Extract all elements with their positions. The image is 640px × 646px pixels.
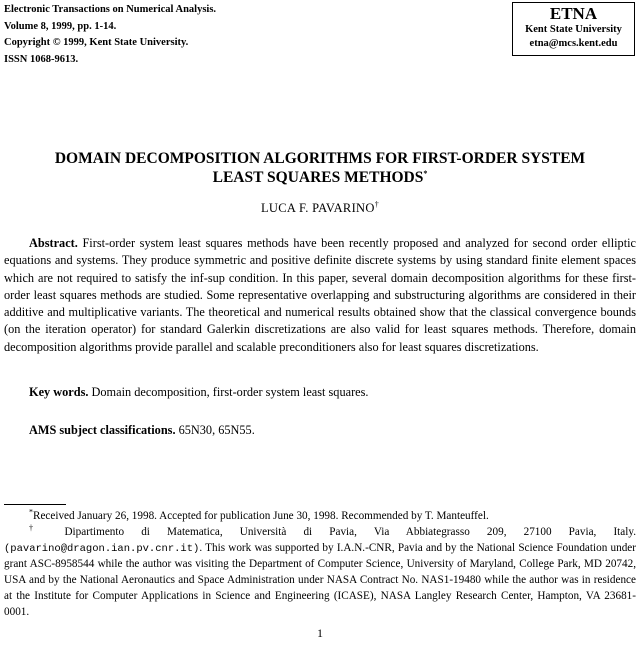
author-name: LUCA F. PAVARINO — [261, 201, 375, 215]
etna-university: Kent State University — [525, 24, 622, 35]
abstract-label: Abstract. — [29, 236, 78, 250]
journal-name: Electronic Transactions on Numerical Analysis. — [4, 4, 217, 15]
paper-title-line1: DOMAIN DECOMPOSITION ALGORITHMS FOR FIRST-ORDER SYSTEM — [54, 150, 586, 167]
journal-copyright: Copyright © 1999, Kent State University. — [4, 37, 189, 48]
abstract-text: First-order system least squares methods have been recently proposed and analyzed for second order elliptic equations and systems. They produce symmetric and positive definite discrete systems by using standard finite element spaces which are not required to satisfy the inf-sup condition. In this paper, several domain decomposition algorithms for these first-order least squares methods are studied. Some representative overlapping and substructuring algorithms are considered in their additive and multiplicative variants. The theoretical and numerical results obtained show that the classical convergence bounds (on the iteration operator) for standard Galerkin discretizations are also valid for least squares methods. Therefore, domain decomposition algorithms provide parallel and scalable preconditioners also for least squares discretizations. — [4, 236, 636, 354]
journal-header — [4, 2, 216, 68]
ams-classifications — [29, 423, 255, 438]
abstract — [4, 235, 636, 356]
footnote-received — [4, 509, 636, 525]
author — [0, 201, 640, 216]
footnote2-mark: † — [29, 523, 48, 533]
journal-volume: Volume 8, 1999, pp. 1-14. — [4, 20, 117, 32]
footnote2-text-b: . This work was supported by I.A.N.-CNR, Pavia and by the National Science Foundation under grant ASC-8958544 while the author was visiting the Department of Computer Science, University of Maryland, College Park, MD 20742, USA and by the National Aeronautics and Space Administration under NASA Contract No. NAS1-19480 while the author was in residence at the Institute for Computer Applications in Science and Engineering (ICASE), NASA Langley Research Center, Hampton, VA 23681-0001. — [4, 541, 636, 618]
author-email-link[interactable]: (pavarino@dragon.ian.pv.cnr.it) — [4, 542, 200, 555]
paper-title-line2: LEAST SQUARES METHODS — [212, 169, 424, 186]
etna-email: etna@mcs.kent.edu — [529, 38, 618, 49]
paper-title — [0, 149, 640, 187]
keywords-text: Domain decomposition, first-order system least squares. — [91, 385, 369, 399]
page-number: 1 — [317, 626, 323, 640]
etna-title: ETNA — [549, 4, 598, 23]
footnote-rule — [4, 504, 66, 505]
title-footnote-mark: * — [423, 168, 428, 178]
etna-box — [512, 2, 635, 56]
ams-label: AMS subject classifications. — [29, 423, 176, 437]
footnote-affiliation — [4, 525, 636, 621]
journal-issn: ISSN 1068-9613. — [4, 53, 79, 65]
keywords — [29, 385, 368, 400]
footnote2-text-a: Dipartimento di Matematica, Università di Pavia, Via Abbiategrasso 209, 27100 Pavia, Italy. — [64, 525, 637, 538]
footnote1-mark: * — [29, 507, 33, 517]
ams-text: 65N30, 65N55. — [178, 423, 255, 437]
author-footnote-mark: † — [374, 199, 379, 209]
footnote1-text: Received January 26, 1998. Accepted for publication June 30, 1998. Recommended by T. Manteuffel. — [33, 510, 489, 522]
keywords-label: Key words. — [29, 385, 89, 399]
footnotes — [4, 509, 636, 621]
